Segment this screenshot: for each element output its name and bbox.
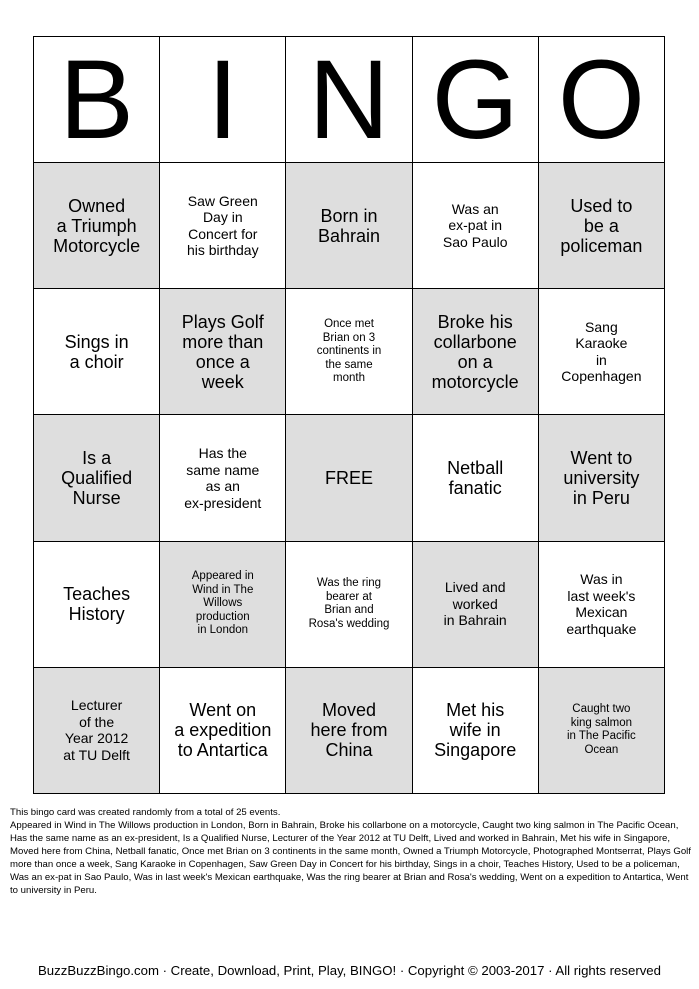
bingo-cell-r1c1: Owned a Triumph Motorcycle [34,163,160,289]
bingo-cell-r1c4: Was an ex-pat in Sao Paulo [413,163,539,289]
header-letter-n: N [286,37,412,163]
bingo-cell-r4c3: Was the ring bearer at Brian and Rosa's wedding [286,542,412,668]
bingo-card [33,36,665,794]
bingo-cell-r4c1: Teaches History [34,542,160,668]
bingo-cell-r5c2: Went on a expedition to Antartica [160,668,286,794]
bingo-cell-r1c3: Born in Bahrain [286,163,412,289]
bingo-cell-r4c4: Lived and worked in Bahrain [413,542,539,668]
bingo-cell-r5c4: Met his wife in Singapore [413,668,539,794]
header-letter-i: I [160,37,286,163]
bingo-cell-free: FREE [286,415,412,541]
header-letter-b: B [34,37,160,163]
bingo-cell-r1c5: Used to be a policeman [539,163,665,289]
bingo-cell-r2c3: Once met Brian on 3 continents in the same month [286,289,412,415]
bingo-cell-r4c2: Appeared in Wind in The Willows production in London [160,542,286,668]
bingo-cell-r5c1: Lecturer of the Year 2012 at TU Delft [34,668,160,794]
bingo-cell-r3c4: Netball fanatic [413,415,539,541]
bingo-cell-r3c5: Went to university in Peru [539,415,665,541]
bingo-cell-r2c5: Sang Karaoke in Copenhagen [539,289,665,415]
card-notes [10,806,692,897]
bingo-cell-r4c5: Was in last week's Mexican earthquake [539,542,665,668]
notes-event-list: Appeared in Wind in The Willows production in London, Born in Bahrain, Broke his collarbone on a motorcycle, Caught two king salmon in The Pacific Ocean, Has the same name as an ex-president, Is a Qualified Nurse, Lecturer of the Year 2012 at TU Delft, Lived and worked in Bahrain, Met his wife in Singapore, Moved here from China, Netball fanatic, Once met Brian on 3 continents in the same month, Owned a Triumph Motorcycle, Photographed Montserrat, Plays Golf more than once a week, Sang Karaoke in Copenhagen, Saw Green Day in Concert for his birthday, Sings in a choir, Teaches History, Used to be a policeman, Was an ex-pat in Sao Paulo, Was in last week's Mexican earthquake, Was the ring bearer at Brian and Rosa's wedding, Went on a expedition to Antartica, Went to university in Peru. [10,820,691,896]
notes-intro: This bingo card was created randomly from a total of 25 events. [10,807,281,818]
bingo-cell-r2c2: Plays Golf more than once a week [160,289,286,415]
header-letter-g: G [413,37,539,163]
bingo-cell-r3c2: Has the same name as an ex-president [160,415,286,541]
header-letter-o: O [539,37,665,163]
bingo-cell-r3c1: Is a Qualified Nurse [34,415,160,541]
bingo-cell-r2c4: Broke his collarbone on a motorcycle [413,289,539,415]
footer-copyright: BuzzBuzzBingo.com · Create, Download, Print, Play, BINGO! · Copyright © 2003-2017 · All rights reserved [38,963,661,978]
bingo-cell-r5c5: Caught two king salmon in The Pacific Ocean [539,668,665,794]
bingo-cell-r1c2: Saw Green Day in Concert for his birthday [160,163,286,289]
bingo-cell-r5c3: Moved here from China [286,668,412,794]
bingo-cell-r2c1: Sings in a choir [34,289,160,415]
